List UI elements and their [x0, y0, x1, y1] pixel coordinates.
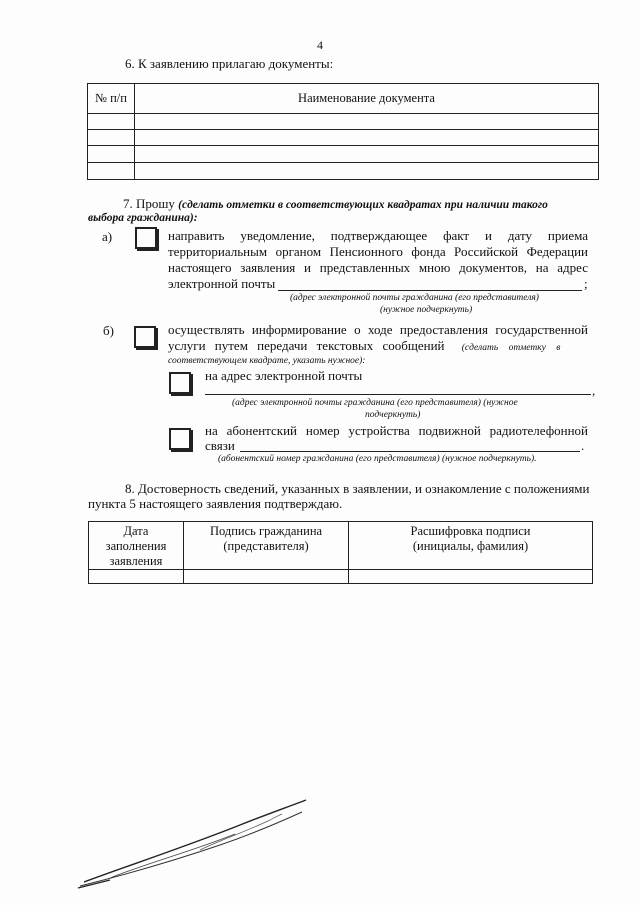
cell-document-name[interactable]: [135, 146, 599, 163]
table-row: [88, 114, 599, 130]
option-b-line1: осуществлять информирование о ходе предоставления государственной: [168, 322, 588, 337]
col-header-date-line1: Дата: [123, 524, 149, 538]
option-b-line2-plain: услуги путем передачи текстовых сообщений: [168, 338, 445, 353]
option-b-line2-italic: (сделать отметку в: [461, 343, 561, 353]
cell-number[interactable]: [88, 130, 135, 146]
option-b-phone-checkbox[interactable]: [169, 428, 191, 450]
option-b-email-text: на адрес электронной почты: [205, 368, 363, 383]
documents-table: [87, 83, 599, 180]
section7-intro-plain: 7. Прошу: [123, 196, 179, 211]
cell-date[interactable]: [89, 570, 184, 584]
option-a-hint2: (нужное подчеркнуть): [380, 305, 473, 315]
option-a-label: а): [102, 229, 113, 244]
option-a-email-field[interactable]: [278, 290, 582, 291]
section6-title: 6. К заявлению прилагаю документы:: [125, 56, 334, 71]
option-b-line2: [168, 338, 588, 354]
signature-table: [88, 521, 593, 584]
table-row: [88, 130, 599, 146]
col-header-decryption-line1: Расшифровка подписи: [410, 524, 531, 538]
handwritten-signature: [70, 790, 320, 900]
option-a-line3: настоящего заявления и представленных мною документов, на адрес: [168, 260, 588, 275]
option-b-email-hint1: (адрес электронной почты гражданина (его представителя) (нужное: [232, 398, 518, 408]
cell-decryption[interactable]: [349, 570, 593, 584]
col-header-date-line3: заявления: [109, 554, 163, 568]
section7-intro: [123, 196, 593, 213]
cell-document-name[interactable]: [135, 130, 599, 146]
table-row: [88, 146, 599, 163]
cell-number[interactable]: [88, 163, 135, 180]
col-header-signature-line1: Подпись гражданина: [209, 524, 323, 538]
option-b-phone-field[interactable]: [240, 451, 580, 452]
section7-intro-italic: (сделать отметки в соответствующих квадратах при наличии такого: [178, 199, 548, 211]
section7-intro-italic-2: выбора гражданина):: [88, 212, 198, 224]
option-a-line4: электронной почты: [168, 276, 276, 291]
option-b-label: б): [103, 323, 114, 338]
option-b-phone-line2: связи: [205, 438, 235, 453]
col-header-decryption-line2: (инициалы, фамилия): [412, 539, 529, 553]
col-header-signature: [184, 522, 349, 570]
cell-number[interactable]: [88, 114, 135, 130]
option-b-email-checkbox[interactable]: [169, 372, 191, 394]
option-b-checkbox[interactable]: [134, 326, 156, 348]
page-number: 4: [317, 38, 323, 52]
option-b-email-field[interactable]: [205, 394, 591, 395]
option-b-email-end: ,: [592, 383, 596, 398]
col-header-document-name: Наименование документа: [135, 84, 599, 114]
option-b-phone-end: .: [581, 438, 585, 453]
section8-line1: 8. Достоверность сведений, указанных в заявлении, и ознакомление с положениями: [125, 481, 590, 496]
option-b-line3-italic: соответствующем квадрате, указать нужное):: [168, 356, 366, 366]
section8-line2: пункта 5 настоящего заявления подтверждаю.: [88, 496, 343, 511]
cell-signature[interactable]: [184, 570, 349, 584]
cell-document-name[interactable]: [135, 114, 599, 130]
option-a-hint1: (адрес электронной почты гражданина (его представителя): [290, 293, 539, 303]
option-b-email-hint2: подчеркнуть): [365, 410, 421, 420]
option-a-line1: направить уведомление, подтверждающее факт и дату приема: [168, 228, 588, 243]
col-header-number: № п/п: [88, 84, 135, 114]
option-b-phone-hint: (абонентский номер гражданина (его представителя) (нужное подчеркнуть).: [218, 454, 537, 464]
col-header-date-line2: заполнения: [105, 539, 167, 553]
cell-number[interactable]: [88, 146, 135, 163]
col-header-date: [89, 522, 184, 570]
option-a-line4-end: ;: [584, 276, 588, 291]
option-a-line2: территориальным органом Пенсионного фонда Российской Федерации: [168, 244, 588, 259]
cell-document-name[interactable]: [135, 163, 599, 180]
table-row: [89, 570, 593, 584]
option-a-checkbox[interactable]: [135, 227, 157, 249]
col-header-decryption: [349, 522, 593, 570]
col-header-signature-line2: (представителя): [223, 539, 309, 553]
option-b-phone-line1: на абонентский номер устройства подвижной радиотелефонной: [205, 423, 588, 438]
table-row: [88, 163, 599, 180]
